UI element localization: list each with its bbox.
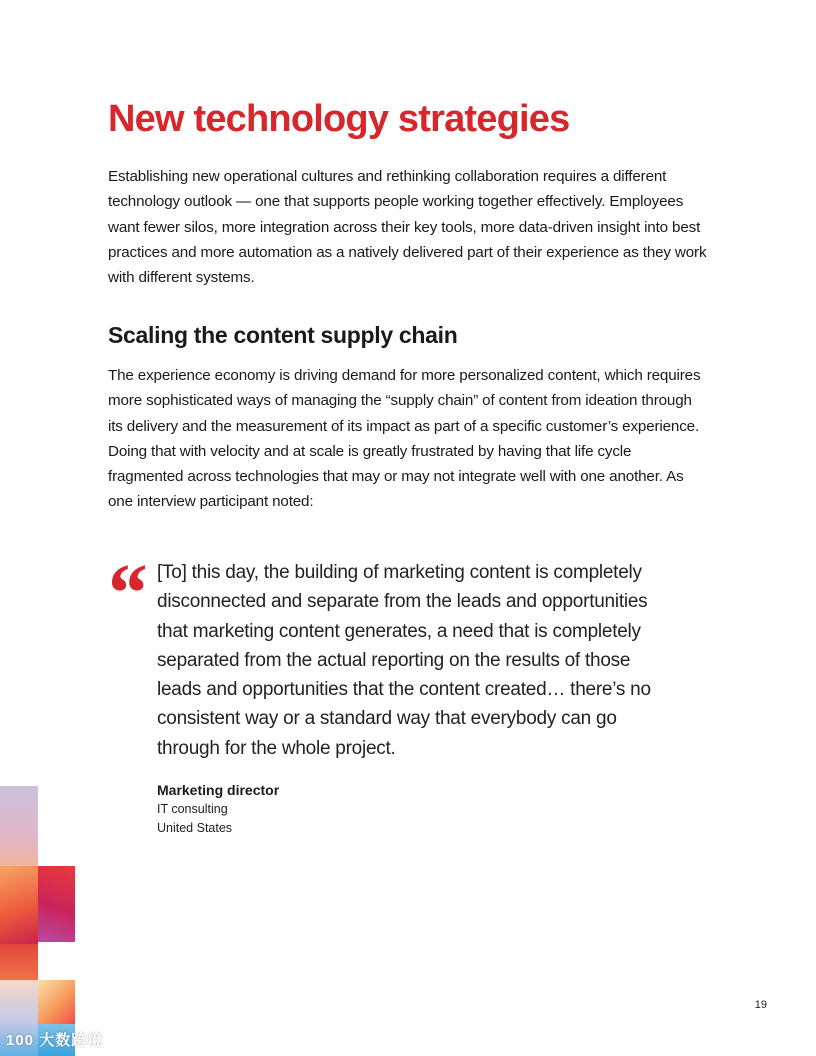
attribution-country: United States [157, 821, 233, 835]
page-title: New technology strategies [108, 98, 570, 140]
gradient-tile [0, 786, 38, 866]
section-heading: Scaling the content supply chain [108, 322, 458, 348]
gradient-tile [38, 980, 75, 1024]
gradient-tile [38, 866, 75, 942]
quote-mark-icon: “ [104, 547, 146, 640]
gradient-tile [0, 944, 38, 980]
section-paragraph: The experience economy is driving demand for more personalized content, which requires more sophisticated ways of managing the “supply chain” of content from ideation through its delivery and the measurement of its impact as part of a specific customer’s experience. Doing that with velocity and at scale is greatly frustrated by having that life cycle fragmented across technologies that may or may not integrate well with one another. As one interview participant noted: [108, 367, 701, 511]
watermark: 100 大数跨境 [6, 1032, 104, 1049]
attribution-name: Marketing director [157, 782, 280, 798]
gradient-tile [0, 866, 38, 944]
quote-attribution [157, 780, 279, 838]
intro-paragraph: Establishing new operational cultures and rethinking collaboration requires a different technology outlook — one that supports people working together effectively. Employees want fewer silos, more integration across their key tools, more data-driven insight into best practices and more automation as a natively delivered part of their experience as they work with different systems. [108, 168, 707, 287]
decorative-gradient-tiles [0, 786, 80, 1056]
attribution-industry: IT consulting [157, 802, 228, 816]
page-number: 19 [754, 999, 767, 1011]
pull-quote: [To] this day, the building of marketing content is completely disconnected and separate from the leads and opportunities that marketing content generates, a need that is completely separated from the actual reporting on the results of those leads and opportunities that the content created… there’s no consistent way or a standard way that everybody can go through for the whole project. [157, 562, 651, 759]
